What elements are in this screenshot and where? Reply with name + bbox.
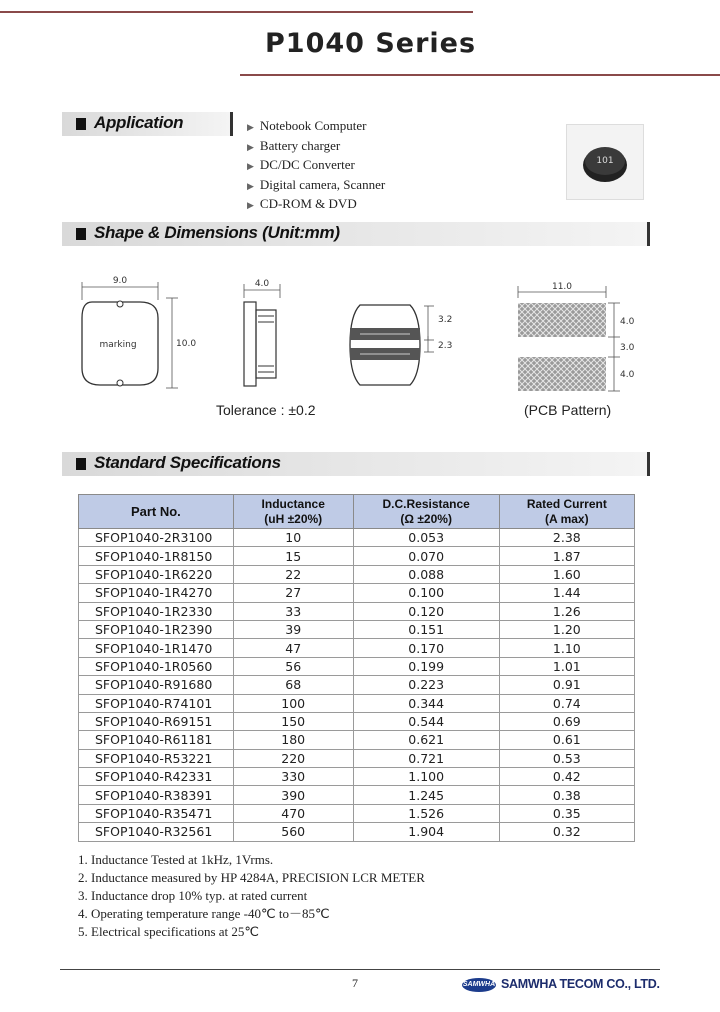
inductance-cell: 39 — [233, 620, 353, 638]
product-photo — [566, 124, 644, 200]
part-number-cell: SFOP1040-1R2390 — [79, 620, 234, 638]
part-number-cell: SFOP1040-2R3100 — [79, 529, 234, 547]
current-cell: 0.35 — [499, 804, 634, 822]
section-application-title: Application — [94, 113, 184, 132]
bullet-square-icon — [76, 228, 86, 240]
note-item: 2. Inductance measured by HP 4284A, PRECISION LCR METER — [78, 870, 425, 885]
notes-list — [78, 851, 425, 941]
pcb-caption: (PCB Pattern) — [524, 402, 612, 418]
table-row — [79, 584, 635, 602]
company-name: SAMWHA TECOM CO., LTD. — [501, 977, 660, 991]
part-number-cell: SFOP1040-R91680 — [79, 676, 234, 694]
application-item — [247, 156, 385, 176]
resistance-cell: 1.526 — [353, 804, 499, 822]
part-number-cell: SFOP1040-R32561 — [79, 823, 234, 841]
note-item: 3. Inductance drop 10% typ. at rated current — [78, 888, 308, 903]
arrow-icon: ▶ — [247, 161, 254, 171]
application-item — [247, 176, 385, 196]
header-part-no: Part No. — [79, 495, 234, 529]
resistance-cell: 0.223 — [353, 676, 499, 694]
table-row — [79, 639, 635, 657]
table-row — [79, 676, 635, 694]
current-cell: 1.26 — [499, 602, 634, 620]
inductance-cell: 27 — [233, 584, 353, 602]
inductance-cell: 15 — [233, 547, 353, 565]
application-item — [247, 195, 385, 215]
current-cell: 1.20 — [499, 620, 634, 638]
application-text: DC/DC Converter — [259, 157, 355, 172]
table-row — [79, 694, 635, 712]
dimension-drawings — [0, 270, 720, 420]
table-row — [79, 547, 635, 565]
inductance-cell: 33 — [233, 602, 353, 620]
current-cell: 0.32 — [499, 823, 634, 841]
inductance-cell: 100 — [233, 694, 353, 712]
table-row — [79, 529, 635, 547]
arrow-icon: ▶ — [247, 141, 254, 152]
resistance-cell: 1.245 — [353, 786, 499, 804]
resistance-cell: 0.151 — [353, 620, 499, 638]
part-number-cell: SFOP1040-1R2330 — [79, 602, 234, 620]
resistance-cell: 0.544 — [353, 712, 499, 730]
resistance-cell: 1.904 — [353, 823, 499, 841]
note-item: 5. Electrical specifications at 25℃ — [78, 924, 260, 939]
current-cell: 0.91 — [499, 676, 634, 694]
part-number-cell: SFOP1040-R61181 — [79, 731, 234, 749]
current-cell: 1.60 — [499, 565, 634, 583]
section-specs-title: Standard Specifications — [94, 453, 281, 472]
application-item — [247, 117, 385, 137]
table-row — [79, 823, 635, 841]
resistance-cell: 0.100 — [353, 584, 499, 602]
marking-label: marking — [99, 340, 137, 350]
inductance-cell: 180 — [233, 731, 353, 749]
header-dc-resistance: D.C.Resistance (Ω ±20%) — [353, 495, 499, 529]
table-row — [79, 768, 635, 786]
application-text: Digital camera, Scanner — [259, 176, 386, 192]
table-row — [79, 786, 635, 804]
table-row — [79, 731, 635, 749]
table-row — [79, 749, 635, 767]
current-cell: 0.74 — [499, 694, 634, 712]
part-number-cell: SFOP1040-1R6220 — [79, 565, 234, 583]
bullet-square-icon — [76, 458, 86, 470]
inductor-photo — [567, 125, 643, 199]
inductance-cell: 47 — [233, 639, 353, 657]
pcb-pattern-drawing — [518, 282, 635, 391]
current-cell: 1.01 — [499, 657, 634, 675]
inductance-cell: 560 — [233, 823, 353, 841]
resistance-cell: 1.100 — [353, 768, 499, 786]
page-number: 7 — [352, 976, 358, 990]
current-cell: 1.10 — [499, 639, 634, 657]
dim-height: 10.0 — [176, 339, 197, 349]
part-number-cell: SFOP1040-1R1470 — [79, 639, 234, 657]
spec-table — [78, 494, 635, 842]
arrow-icon: ▶ — [247, 200, 254, 210]
resistance-cell: 0.344 — [353, 694, 499, 712]
inductance-cell: 10 — [233, 529, 353, 547]
resistance-cell: 0.721 — [353, 749, 499, 767]
current-cell: 0.42 — [499, 768, 634, 786]
section-application — [62, 112, 233, 136]
dim-pcb-width: 11.0 — [551, 282, 573, 292]
dim-bottom-b: 2.3 — [438, 341, 453, 351]
resistance-cell: 0.070 — [353, 547, 499, 565]
dim-bottom-a: 3.2 — [438, 315, 453, 325]
table-row — [79, 657, 635, 675]
part-number-cell: SFOP1040-1R0560 — [79, 657, 234, 675]
dim-side-width: 4.0 — [254, 279, 270, 289]
product-marking: 101 — [596, 156, 614, 166]
part-number-cell: SFOP1040-R53221 — [79, 749, 234, 767]
dim-pcb-pad1: 4.0 — [620, 317, 635, 327]
table-row — [79, 565, 635, 583]
application-item — [247, 137, 385, 157]
company-logo: SAMWHA — [462, 978, 496, 992]
part-number-cell: SFOP1040-R38391 — [79, 786, 234, 804]
inductance-cell: 22 — [233, 565, 353, 583]
inductance-cell: 150 — [233, 712, 353, 730]
resistance-cell: 0.170 — [353, 639, 499, 657]
section-shape — [62, 222, 650, 246]
current-cell: 1.87 — [499, 547, 634, 565]
spec-table-body — [79, 529, 635, 842]
resistance-cell: 0.120 — [353, 602, 499, 620]
table-row — [79, 712, 635, 730]
header-rule-bottom — [240, 74, 720, 76]
dim-pcb-pad2: 4.0 — [620, 370, 635, 380]
dim-top-width: 9.0 — [112, 276, 128, 286]
inductance-cell: 56 — [233, 657, 353, 675]
current-cell: 0.69 — [499, 712, 634, 730]
application-text: CD-ROM & DVD — [259, 196, 357, 211]
header-rule-top — [0, 11, 473, 13]
current-cell: 0.38 — [499, 786, 634, 804]
arrow-icon: ▶ — [247, 180, 254, 191]
note-item: 4. Operating temperature range -40℃ to－85℃ — [78, 906, 330, 921]
resistance-cell: 0.088 — [353, 565, 499, 583]
table-row — [79, 620, 635, 638]
inductance-cell: 330 — [233, 768, 353, 786]
resistance-cell: 0.053 — [353, 529, 499, 547]
top-view-drawing — [82, 276, 196, 388]
section-shape-title: Shape & Dimensions (Unit:mm) — [94, 223, 340, 242]
part-number-cell: SFOP1040-1R4270 — [79, 584, 234, 602]
part-number-cell: SFOP1040-R42331 — [79, 768, 234, 786]
bullet-square-icon — [76, 118, 86, 130]
inductance-cell: 220 — [233, 749, 353, 767]
inductance-cell: 470 — [233, 804, 353, 822]
application-list — [247, 117, 385, 215]
table-row — [79, 602, 635, 620]
footer-rule — [60, 969, 660, 970]
bottom-view-drawing — [350, 305, 452, 385]
resistance-cell: 0.621 — [353, 731, 499, 749]
part-number-cell: SFOP1040-1R8150 — [79, 547, 234, 565]
part-number-cell: SFOP1040-R74101 — [79, 694, 234, 712]
inductance-cell: 68 — [233, 676, 353, 694]
current-cell: 0.61 — [499, 731, 634, 749]
part-number-cell: SFOP1040-R69151 — [79, 712, 234, 730]
table-row — [79, 804, 635, 822]
current-cell: 1.44 — [499, 584, 634, 602]
tolerance-text: Tolerance : ±0.2 — [216, 402, 316, 418]
part-number-cell: SFOP1040-R35471 — [79, 804, 234, 822]
dim-pcb-gap: 3.0 — [620, 343, 635, 353]
current-cell: 2.38 — [499, 529, 634, 547]
header-inductance: Inductance (uH ±20%) — [233, 495, 353, 529]
section-specs — [62, 452, 650, 476]
note-item: 1. Inductance Tested at 1kHz, 1Vrms. — [78, 852, 274, 867]
inductance-cell: 390 — [233, 786, 353, 804]
side-view-drawing — [244, 279, 280, 386]
arrow-icon: ▶ — [247, 122, 254, 132]
application-text: Battery charger — [259, 137, 341, 153]
current-cell: 0.53 — [499, 749, 634, 767]
resistance-cell: 0.199 — [353, 657, 499, 675]
application-text: Notebook Computer — [259, 118, 367, 133]
page-title: P1040 Series — [265, 28, 477, 59]
header-rated-current: Rated Current (A max) — [499, 495, 634, 529]
